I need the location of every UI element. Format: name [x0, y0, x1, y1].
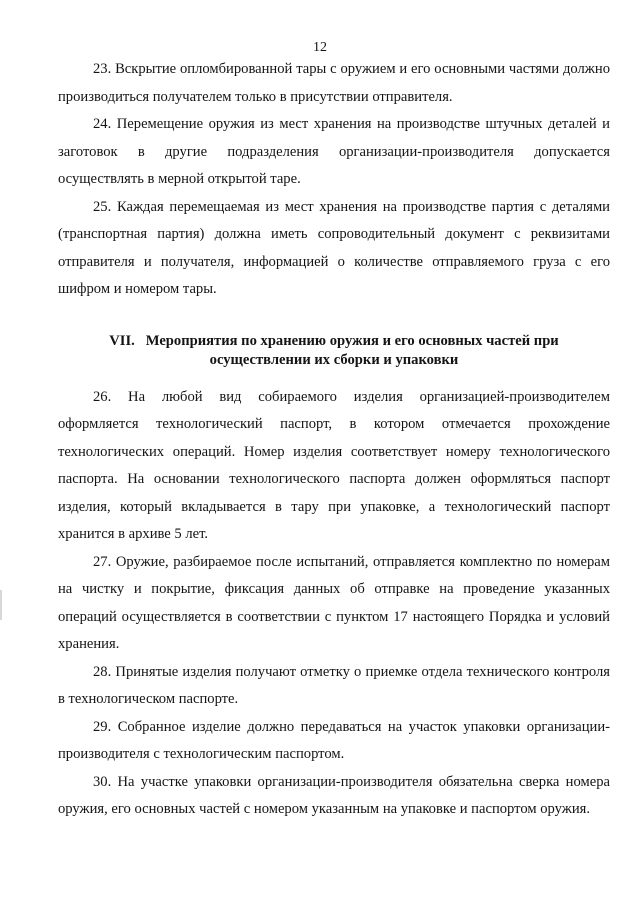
- section-heading: [58, 332, 610, 370]
- section-heading-line-2: осуществлении их сборки и упаковки: [209, 351, 459, 368]
- paragraph-29: 29. Собранное изделие должно передаваться на участок упаковки организации-производителя с технологическим паспортом.: [58, 718, 610, 762]
- page-number: 12: [313, 40, 327, 55]
- paragraph-24: 24. Перемещение оружия из мест хранения на производстве штучных деталей и заготовок в другие подразделения организации-производителя допускается осуществлять в мерной открытой таре.: [58, 116, 610, 187]
- scan-edge-mark: [0, 590, 2, 620]
- paragraph-27: 27. Оружие, разбираемое после испытаний, отправляется комплектно по номерам на чистку и покрытие, фиксация данных об отправке на проведение указанных операций осуществляется в соответствии с пунктом 17 настоящего Порядка и условий хранения.: [58, 553, 610, 652]
- paragraph-26: 26. На любой вид собираемого изделия организацией-производителем оформляется технологический паспорт, в котором отмечается прохождение технологических операций. Номер изделия соответствует номеру технологического паспорта. На основании технологического паспорта должен оформляться паспорт изделия, который вкладывается в тару при упаковке, а технологический паспорт хранится в архиве 5 лет.: [58, 388, 610, 542]
- paragraph-25: 25. Каждая перемещаемая из мест хранения на производстве партия с деталями (транспортная партия) должна иметь сопроводительный документ с реквизитами отправителя и получателя, информацией о количестве отправляемого груза с его шифром и номером тары.: [58, 198, 610, 297]
- paragraph-23: 23. Вскрытие опломбированной тары с оружием и его основными частями должно производиться получателем только в присутствии отправителя.: [58, 61, 610, 105]
- document-body: [58, 56, 610, 824]
- section-heading-line-1: VII. Мероприятия по хранению оружия и его основных частей при: [109, 332, 559, 349]
- paragraph-28: 28. Принятые изделия получают отметку о приемке отдела технического контроля в технологическом паспорте.: [58, 663, 610, 707]
- paragraph-30: 30. На участке упаковки организации-производителя обязательна сверка номера оружия, его основных частей с номером указанным на упаковке и паспортом оружия.: [58, 773, 610, 817]
